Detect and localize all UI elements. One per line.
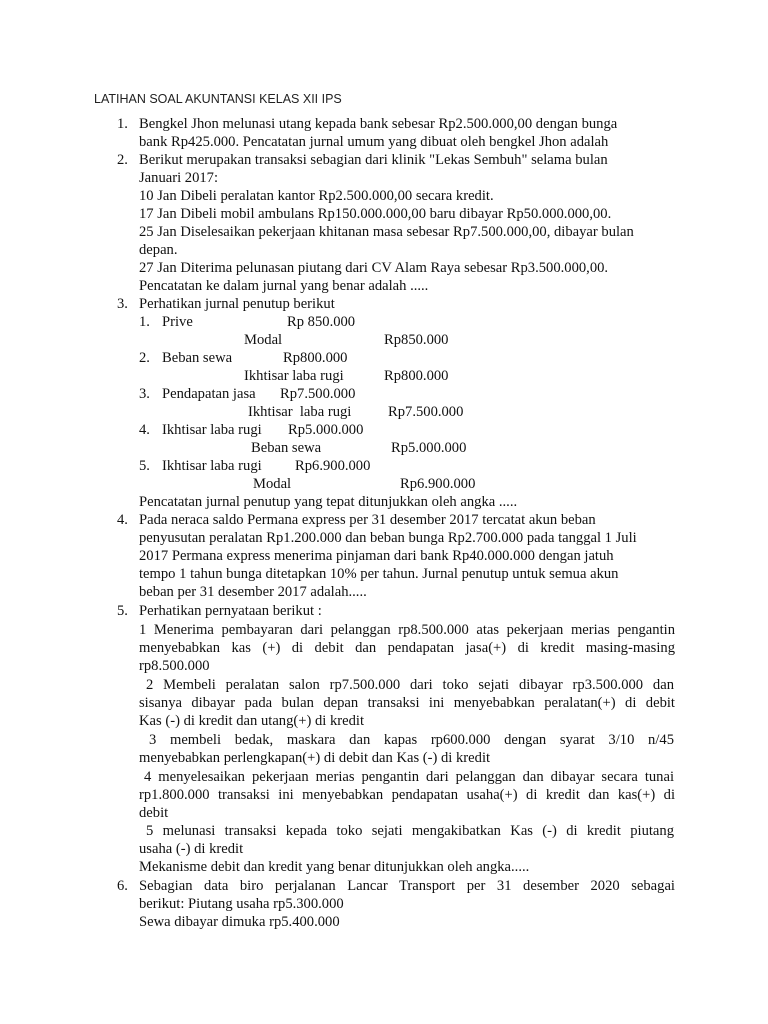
journal-debit-account: Beban sewa	[162, 350, 233, 366]
journal-debit-account: Ikhtisar laba rugi	[162, 422, 262, 438]
statement-line: Kas (-) di kredit dan utang(+) di kredit	[139, 713, 365, 729]
journal-entry-number: 1.	[139, 314, 150, 330]
journal-debit-account: Ikhtisar laba rugi	[162, 458, 262, 474]
journal-credit-amount: Rp7.500.000	[388, 404, 464, 420]
journal-credit-account: Modal	[244, 332, 283, 348]
question-2-line: 25 Jan Diselesaikan pekerjaan khitanan masa sebesar Rp7.500.000,00, dibayar bulan	[139, 224, 634, 240]
journal-debit-account: Pendapatan jasa	[162, 386, 256, 402]
question-6-number: 6.	[117, 878, 128, 894]
journal-credit-account: Ikhtisar laba rugi	[244, 368, 344, 384]
question-4-number: 4.	[117, 512, 128, 528]
journal-credit-amount: Rp850.000	[384, 332, 449, 348]
statement-line: usaha (-) di kredit	[139, 841, 244, 857]
question-1-line: Bengkel Jhon melunasi utang kepada bank sebesar Rp2.500.000,00 dengan bunga	[139, 116, 618, 132]
question-6-line: Sewa dibayar dimuka rp5.400.000	[139, 914, 340, 930]
statement-line: 1 Menerima pembayaran dari pelanggan rp8.500.000 atas pekerjaan merias pengantin	[139, 622, 675, 638]
question-3-intro: Perhatikan jurnal penutup berikut	[139, 296, 335, 312]
question-2-line: Januari 2017:	[139, 170, 219, 186]
question-5-number: 5.	[117, 603, 128, 619]
journal-entry-number: 3.	[139, 386, 150, 402]
question-2-line: 27 Jan Diterima pelunasan piutang dari CV Alam Raya sebesar Rp3.500.000,00.	[139, 260, 609, 276]
question-2-line: 10 Jan Dibeli peralatan kantor Rp2.500.000,00 secara kredit.	[139, 188, 494, 204]
question-2-line: depan.	[139, 242, 178, 258]
journal-entry-number: 5.	[139, 458, 150, 474]
question-5-closing: Mekanisme debit dan kredit yang benar ditunjukkan oleh angka.....	[139, 859, 530, 875]
question-6-line: berikut: Piutang usaha rp5.300.000	[139, 896, 344, 912]
statement-line: rp8.500.000	[139, 658, 210, 674]
question-4-line: beban per 31 desember 2017 adalah.....	[139, 584, 367, 600]
question-2-line: Pencatatan ke dalam jurnal yang benar adalah .....	[139, 278, 429, 294]
statement-line: 5 melunasi transaksi kepada toko sejati mengakibatkan Kas (-) di kredit piutang	[146, 823, 674, 839]
journal-credit-amount: Rp5.000.000	[391, 440, 467, 456]
question-2-line: Berikut merupakan transaksi sebagian dari klinik "Lekas Sembuh" selama bulan	[139, 152, 608, 168]
question-5-intro: Perhatikan pernyataan berikut :	[139, 603, 322, 619]
question-1-line: bank Rp425.000. Pencatatan jurnal umum yang dibuat oleh bengkel Jhon adalah	[139, 134, 609, 150]
journal-entry-number: 4.	[139, 422, 150, 438]
statement-line: 3 membeli bedak, maskara dan kapas rp600.000 dengan syarat 3/10 n/45	[149, 732, 674, 748]
statement-line: 2 Membeli peralatan salon rp7.500.000 dari toko sejati dibayar rp3.500.000 dan	[146, 677, 674, 693]
journal-debit-amount: Rp6.900.000	[295, 458, 371, 474]
document-title: LATIHAN SOAL AKUNTANSI KELAS XII IPS	[94, 92, 342, 106]
journal-credit-account: Modal	[253, 476, 292, 492]
question-6-line: Sebagian data biro perjalanan Lancar Transport per 31 desember 2020 sebagai	[139, 878, 675, 894]
statement-line: sisanya dibayar pada bulan depan transaksi ini menyebabkan peralatan(+) di debit	[139, 695, 675, 711]
journal-credit-account: Beban sewa	[251, 440, 322, 456]
question-4-line: Pada neraca saldo Permana express per 31 desember 2017 tercatat akun beban	[139, 512, 596, 528]
question-2-number: 2.	[117, 152, 128, 168]
statement-line: rp1.800.000 transaksi ini menyebabkan pendapatan usaha(+) di kredit dan kas(+) di	[139, 787, 675, 803]
journal-debit-amount: Rp800.000	[283, 350, 348, 366]
question-4-line: tempo 1 tahun bunga ditetapkan 10% per tahun. Jurnal penutup untuk semua akun	[139, 566, 619, 582]
question-4-line: 2017 Permana express menerima pinjaman dari bank Rp40.000.000 dengan jatuh	[139, 548, 614, 564]
statement-line: menyebabkan kas (+) di debit dan pendapatan jasa(+) di kredit masing-masing	[139, 640, 675, 656]
journal-credit-amount: Rp6.900.000	[400, 476, 476, 492]
journal-credit-account: Ikhtisar laba rugi	[248, 404, 352, 420]
journal-debit-amount: Rp7.500.000	[280, 386, 356, 402]
statement-line: menyebabkan perlengkapan(+) di debit dan Kas (-) di kredit	[139, 750, 491, 766]
journal-debit-amount: Rp 850.000	[287, 314, 356, 330]
journal-entry-number: 2.	[139, 350, 150, 366]
question-3-closing: Pencatatan jurnal penutup yang tepat ditunjukkan oleh angka .....	[139, 494, 518, 510]
question-4-line: penyusutan peralatan Rp1.200.000 dan beban bunga Rp2.700.000 pada tanggal 1 Juli	[139, 530, 637, 546]
journal-debit-account: Prive	[162, 314, 193, 330]
question-1-number: 1.	[117, 116, 128, 132]
statement-line: 4 menyelesaikan pekerjaan merias pengantin dari pelanggan dan dibayar secara tunai	[144, 769, 674, 785]
question-2-line: 17 Jan Dibeli mobil ambulans Rp150.000.000,00 baru dibayar Rp50.000.000,00.	[139, 206, 612, 222]
question-3-number: 3.	[117, 296, 128, 312]
statement-line: debit	[139, 805, 169, 821]
journal-debit-amount: Rp5.000.000	[288, 422, 364, 438]
journal-credit-amount: Rp800.000	[384, 368, 449, 384]
